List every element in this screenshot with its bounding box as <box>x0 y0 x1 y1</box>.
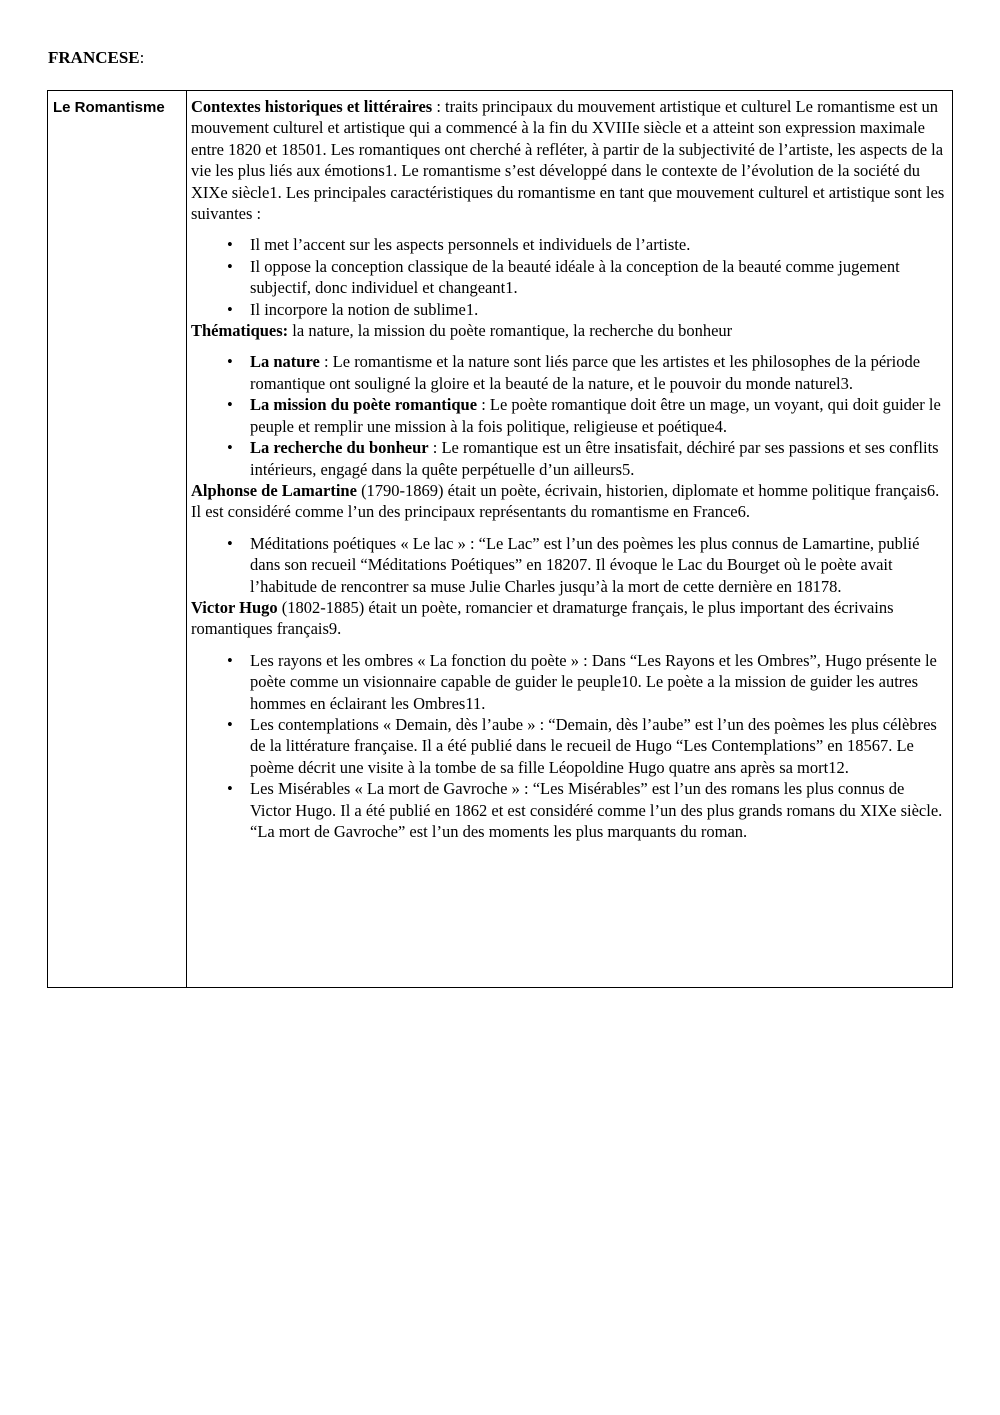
table-label-cell <box>48 91 187 987</box>
thematiques-paragraph <box>191 320 948 341</box>
theme-text: : Le poète romantique doit être un mage, un voyant, qui doit guider le peuple et remplir une mission à la fois politique, religieuse et poétique4. <box>250 395 941 436</box>
thematiques-list <box>191 351 948 479</box>
theme-title: La nature <box>250 352 320 372</box>
table-label: Le Romantisme <box>53 99 165 116</box>
contexte-paragraph <box>191 96 948 224</box>
lamartine-name: Alphonse de Lamartine <box>191 480 357 500</box>
thematiques-title: Thématiques: <box>191 321 289 341</box>
theme-title: La mission du poète romantique <box>250 395 478 415</box>
list-item: • Les contemplations « Demain, dès l’aube » : “Demain, dès l’aube” est l’un des poèmes les plus célèbres de la littérature française. Il a été publié dans le recueil de Hugo “Les Contemplations” en 18567. Le poème décrit une visite à la tombe de sa fille Léopoldine Hugo quatre ans après sa mort12. <box>250 714 948 778</box>
contexte-list <box>191 234 948 320</box>
lamartine-paragraph <box>191 480 948 523</box>
list-item: • Méditations poétiques « Le lac » : “Le Lac” est l’un des poèmes les plus connus de Lamartine, publié dans son recueil “Méditations Poétiques” en 18207. Il évoque le Lac du Bourget où le poète avait l’habitude de rencontrer sa muse Julie Charles jusqu’à la mort de cette dernière en 18178. <box>250 533 948 597</box>
theme-text: : Le romantisme et la nature sont liés parce que les artistes et les philosophes de la période romantique ont souligné la gloire et la beauté de la nature, et le pouvoir du monde naturel3. <box>250 352 921 393</box>
content-table <box>47 90 953 988</box>
hugo-paragraph <box>191 597 948 640</box>
theme-title: La recherche du bonheur <box>250 438 429 458</box>
hugo-list <box>191 650 948 843</box>
list-item <box>250 351 948 394</box>
hugo-name: Victor Hugo <box>191 597 278 617</box>
list-item <box>250 394 948 437</box>
hugo-text: (1802-1885) était un poète, romancier et dramaturge français, le plus important des écrivains romantiques français9. <box>191 597 894 639</box>
heading-colon: : <box>139 48 145 67</box>
list-item: • Les Misérables « La mort de Gavroche » : “Les Misérables” est l’un des romans les plus connus de Victor Hugo. Il a été publié en 1862 et est considéré comme l’un des plus grands romans du XIXe siècle. “La mort de Gavroche” est l’un des moments les plus marquants du roman. <box>250 778 948 842</box>
contexte-title: Contextes historiques et littéraires <box>191 97 433 116</box>
contexte-text: : traits principaux du mouvement artistique et culturel Le romantisme est un mouvement culturel et artistique qui a commencé à la fin du XVIIIe siècle et a atteint son expression maximale entre 1820 et 18501. Les romantiques ont cherché à refléter, à partir de la subjectivité de l’artiste, les aspects de la vie les plus liés aux émotions1. Le romantisme s’est développé dans le contexte de l’évolution de la société du XIXe siècle1. Les principales caractéristiques du romantisme en tant que mouvement culturel et artistique sont les suivantes : <box>191 97 945 224</box>
list-item: • Il incorpore la notion de sublime1. <box>250 299 948 320</box>
list-item <box>250 437 948 480</box>
list-item: • Il met l’accent sur les aspects personnels et individuels de l’artiste. <box>250 234 948 255</box>
theme-text: : Le romantique est un être insatisfait, déchiré par ses passions et ses conflits intérieurs, engagé dans la quête perpétuelle d’un ailleurs5. <box>250 438 939 479</box>
list-item: • Les rayons et les ombres « La fonction du poète » : Dans “Les Rayons et les Ombres”, Hugo présente le poète comme un visionnaire capable de guider le peuple10. Le poète a la mission de guider les autres hommes en éclairant les Ombres11. <box>250 650 948 714</box>
list-item: • Il oppose la conception classique de la beauté idéale à la conception de la beauté comme jugement subjectif, donc individuel et changeant1. <box>250 256 948 299</box>
page-heading <box>48 47 144 69</box>
heading-title: FRANCESE <box>48 48 140 67</box>
table-content-cell <box>187 91 952 987</box>
thematiques-text: la nature, la mission du poète romantique, la recherche du bonheur <box>288 321 733 341</box>
lamartine-list <box>191 533 948 597</box>
lamartine-text: (1790-1869) était un poète, écrivain, historien, diplomate et homme politique français6. Il est considéré comme l’un des principaux représentants du romantisme en France6. <box>191 480 940 522</box>
